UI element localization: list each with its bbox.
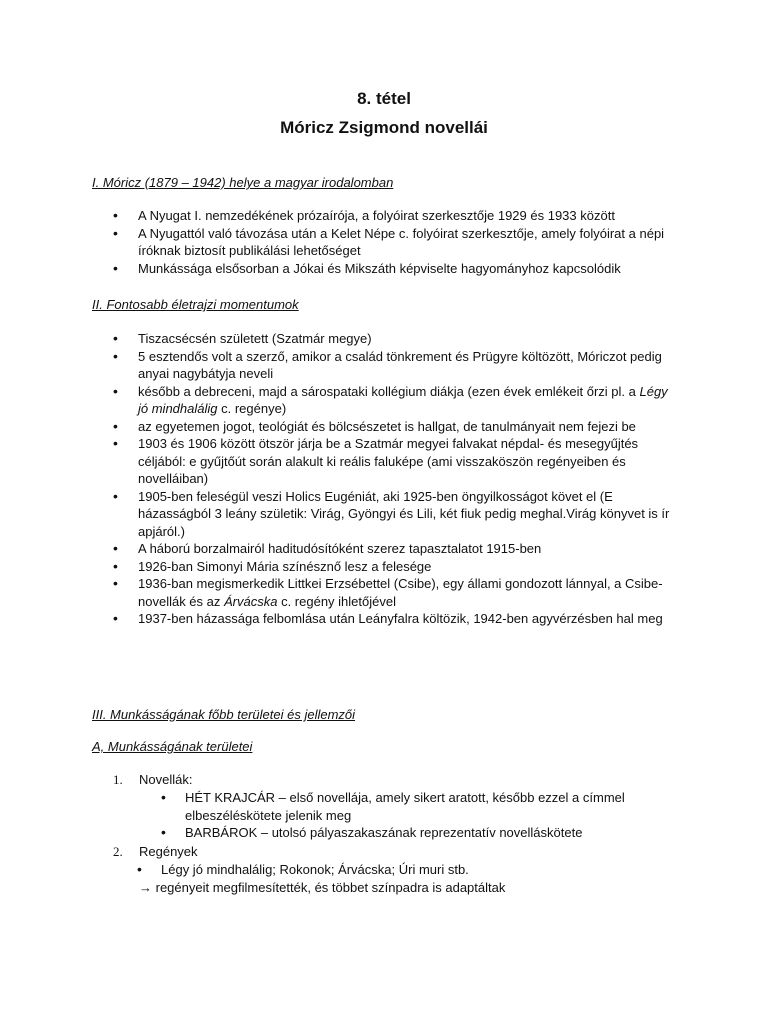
novel-title: Légy jó mindhalálig (138, 383, 668, 416)
section-3-heading: III. Munkásságának főbb területei és jellemzői (92, 707, 356, 722)
item-number: 2. (113, 844, 123, 859)
list-item: • 1903 és 1906 között ötször járja be a Szatmár megyei falvakat népdal- és mesegyűjtés céljából: e gyűjtőút során alakult ki reális faluképe (ami visszaköszön regényeiben és novelláiban) (0, 435, 678, 488)
section-3-subheading: A, Munkásságának területei (92, 739, 253, 754)
page-subtitle: Móricz Zsigmond novellái (280, 118, 488, 137)
list-item: • 5 esztendős volt a szerző, amikor a család tönkrement és Prügyre költözött, Móriczot pedig anyai nagybátyja neveli (0, 348, 678, 383)
section-1-heading: I. Móricz (1879 – 1942) helye a magyar irodalomban (92, 175, 394, 190)
item-text: c. regénye) (217, 401, 287, 416)
section-2-list (0, 330, 678, 628)
list-item: • HÉT KRAJCÁR – első novellája, amely sikert aratott, később ezzel a címmel elbeszéléskötete jelenik meg (161, 789, 661, 824)
novel-title: Árvácska (224, 593, 278, 609)
list-item: • A Nyugattól való távozása után a Kelet Népe c. folyóirat szerkesztője, amely folyóirat a népi íróknak biztosít publikálási lehetőséget (0, 225, 678, 260)
list-item: • Légy jó mindhalálig; Rokonok; Árvácska; Úri muri stb. (137, 861, 657, 879)
list-item: • 1926-ban Simonyi Mária színésznő lesz a felesége (0, 558, 678, 576)
regenyek-list (137, 861, 657, 879)
section-1-list (0, 207, 678, 277)
adaptation-note: → regényeit megfilmesítették, és többet színpadra is adaptáltak (139, 880, 506, 895)
list-item: • 1905-ben feleségül veszi Holics Eugéniát, aki 1925-ben öngyilkosságot követ el (E házasságból 3 leány születik: Virág, Gyöngyi és Lili, két fiuk pedig meghal.Virág könyvet is ír apjáról.) (0, 488, 678, 541)
list-item: • 1937-ben házassága felbomlása után Leányfalra költözik, 1942-ben agyvérzésben hal meg (0, 610, 678, 628)
list-item: • Tiszacsécsén született (Szatmár megye) (0, 330, 678, 348)
list-item: • A háború borzalmairól haditudósítóként szerez tapasztalatot 1915-ben (0, 540, 678, 558)
item-text: később a debreceni, majd a sárospataki kollégium diákja (ezen évek emlékeit őrzi pl. a (138, 383, 640, 399)
list-item: • az egyetemen jogot, teológiát és bölcsészetet is hallgat, de tanulmányait nem fejezi be (0, 418, 678, 436)
item-number: 1. (113, 772, 123, 787)
list-item: • A Nyugat I. nemzedékének prózaírója, a folyóirat szerkesztője 1929 és 1933 között (0, 207, 678, 225)
section-2-heading: II. Fontosabb életrajzi momentumok (92, 297, 299, 312)
list-item: • BARBÁROK – utolsó pályaszakaszának reprezentatív novelláskötete (161, 824, 661, 842)
list-item (0, 383, 678, 418)
item-text: 1936-ban megismerkedik Littkei Erzsébettel (Csibe), egy állami gondozott lánnyal, a Csibe-novellák és az (138, 576, 663, 609)
novellak-list (161, 789, 661, 842)
list-item: • Munkássága elsősorban a Jókai és Mikszáth képviselte hagyományhoz kapcsolódik (0, 260, 678, 278)
list-item (0, 575, 678, 610)
item-label: Novellák: (139, 772, 193, 787)
item-label: Regények (139, 844, 198, 859)
item-text: c. regény ihletőjével (277, 593, 396, 609)
page-title: 8. tétel (357, 89, 411, 108)
